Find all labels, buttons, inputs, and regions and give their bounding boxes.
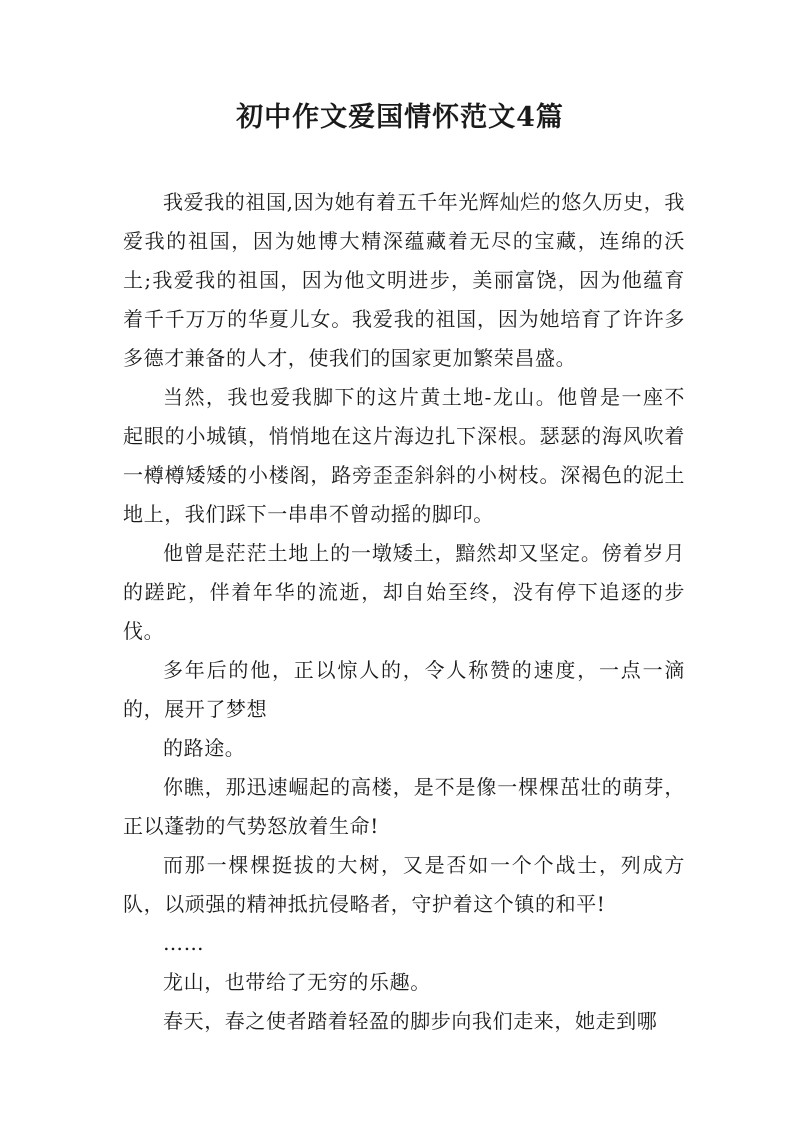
paragraph-5: 的路途。 <box>163 736 246 760</box>
document-title: 初中作文爱国情怀范文4篇 <box>236 102 564 133</box>
paragraph-9: 春天，春之使者踏着轻盈的脚步向我们走来，她走到哪 <box>163 1009 658 1033</box>
paragraph-4: 多年后的他，正以惊人的，令人称赞的速度，一点一滴的，展开了梦想 <box>123 658 685 721</box>
paragraph-8: 龙山，也带给了无穷的乐趣。 <box>163 970 431 994</box>
paragraph-3: 他曾是茫茫土地上的一墩矮土，黯然却又坚定。傍着岁月的蹉跎，伴着年华的流逝，却自始至终，没有停下追逐的步伐。 <box>123 541 685 643</box>
document-body <box>123 183 685 1041</box>
paragraph-2: 当然，我也爱我脚下的这片黄土地-龙山。他曾是一座不起眼的小城镇，悄悄地在这片海边扎下深根。瑟瑟的海风吹着一樽樽矮矮的小楼阁，路旁歪歪斜斜的小树枝。深褐色的泥土地上，我们踩下一串串不曾动摇的脚印。 <box>123 385 685 526</box>
paragraph-6: 你瞧，那迅速崛起的高楼，是不是像一棵棵茁壮的萌芽，正以蓬勃的气势怒放着生命! <box>123 775 685 838</box>
paragraph-ellipsis: …… <box>163 931 205 955</box>
paragraph-7: 而那一棵棵挺拔的大树，又是否如一个个战士，列成方队，以顽强的精神抵抗侵略者，守护着这个镇的和平! <box>123 853 685 916</box>
paragraph-1: 我爱我的祖国,因为她有着五千年光辉灿烂的悠久历史，我爱我的祖国，因为她博大精深蕴藏着无尽的宝藏，连绵的沃土;我爱我的祖国，因为他文明进步，美丽富饶，因为他蕴育着千千万万的华夏儿女。我爱我的祖国，因为她培育了许许多多德才兼备的人才，使我们的国家更加繁荣昌盛。 <box>123 190 685 370</box>
